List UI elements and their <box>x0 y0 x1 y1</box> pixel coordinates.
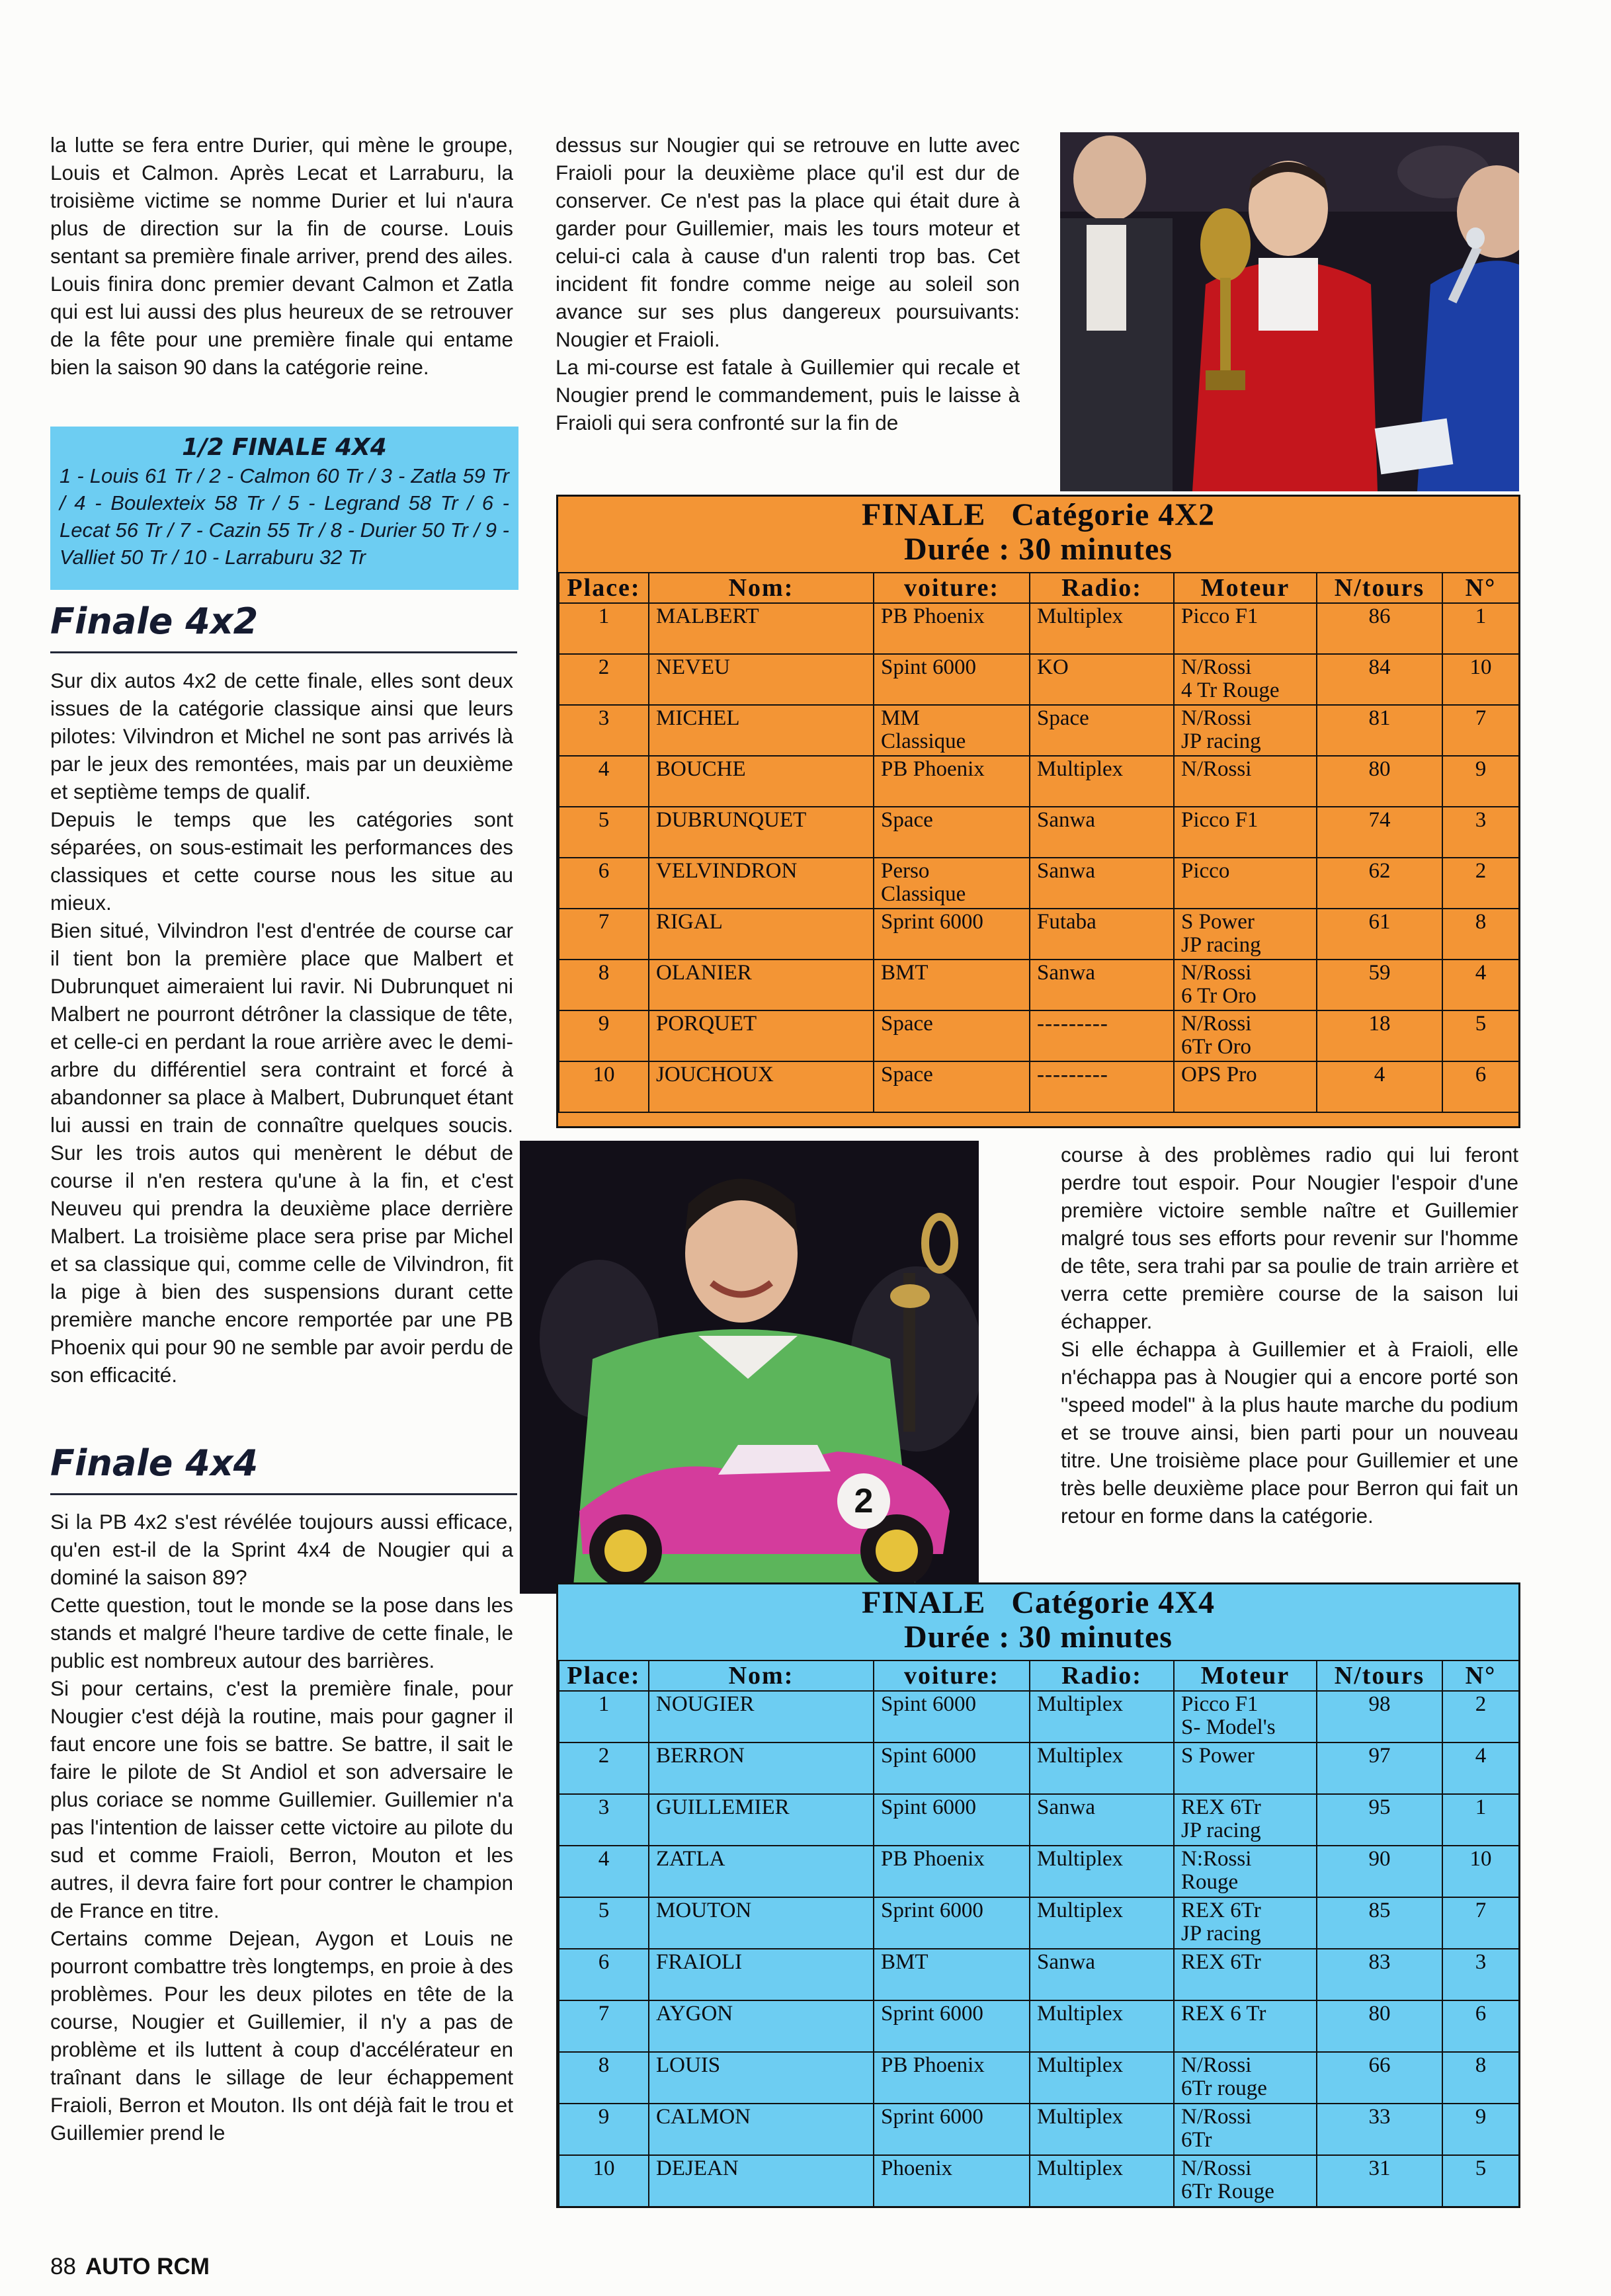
table-cell: Sanwa <box>1030 858 1174 909</box>
table-cell: N/Rossi <box>1174 756 1317 807</box>
table-cell: 10 <box>1442 1846 1519 1897</box>
table-cell: 8 <box>1442 909 1519 960</box>
table-row <box>559 1691 1519 1742</box>
table-cell: 10 <box>559 2155 649 2207</box>
table-cell: 5 <box>559 807 649 858</box>
table-row <box>559 1949 1519 2000</box>
table-4x2-grid <box>558 572 1520 1113</box>
semifinal-results-box <box>50 427 518 590</box>
table-cell: 2 <box>559 1742 649 1794</box>
table-cell: 9 <box>1442 756 1519 807</box>
table-cell: 83 <box>1317 1949 1442 2000</box>
table-cell: 3 <box>1442 1949 1519 2000</box>
article-column-2-top <box>556 131 1020 436</box>
table-cell: 5 <box>1442 2155 1519 2207</box>
table-4x4-title-line2: Durée : 30 minutes <box>904 1620 1173 1655</box>
table-cell: 7 <box>559 2000 649 2052</box>
table-cell: 7 <box>1442 705 1519 756</box>
table-cell: 7 <box>559 909 649 960</box>
table-cell: 4 <box>1442 960 1519 1010</box>
table-row <box>559 1061 1519 1112</box>
table-cell: Space <box>874 1010 1030 1061</box>
table-4x4-header-row <box>559 1660 1519 1691</box>
table-cell: KO <box>1030 654 1174 705</box>
table-cell: 4 <box>559 756 649 807</box>
table-cell: N/Rossi 6Tr Rouge <box>1174 2155 1317 2207</box>
table-cell: 81 <box>1317 705 1442 756</box>
table-row <box>559 603 1519 654</box>
table-cell: GUILLEMIER <box>649 1794 874 1846</box>
table-row <box>559 960 1519 1010</box>
table-cell: 95 <box>1317 1794 1442 1846</box>
table-cell: Picco F1 S- Model's <box>1174 1691 1317 1742</box>
podium-ceremony-illustration <box>1060 132 1519 491</box>
table-cell: --------- <box>1030 1010 1174 1061</box>
table-cell: 9 <box>1442 2104 1519 2155</box>
table-cell: 3 <box>559 705 649 756</box>
table-cell: Space <box>874 807 1030 858</box>
table-cell: LOUIS <box>649 2052 874 2104</box>
winner-with-car-photo <box>520 1141 979 1594</box>
table-cell: CALMON <box>649 2104 874 2155</box>
table-cell: 97 <box>1317 1742 1442 1794</box>
table-cell: 62 <box>1317 858 1442 909</box>
paragraph: Certains comme Dejean, Aygon et Louis ne pourront combattre très longtemps, en proie à des problèmes. Pour les deux pilotes en tête de la course, Nougier et Guillemier, il n'y a pas de problème et ils luttent à coup d'accélérateur en traînant dans le sillage de leur échappement Fraioli, Berron et Mouton. Ils ont déjà fait le trou et Guillemier prend le <box>50 1926 513 2145</box>
page-number: 88 <box>50 2254 76 2279</box>
table-cell: PB Phoenix <box>874 603 1030 654</box>
table-cell: DUBRUNQUET <box>649 807 874 858</box>
table-cell: N/Rossi JP racing <box>1174 705 1317 756</box>
table-row <box>559 705 1519 756</box>
table-cell: 2 <box>1442 858 1519 909</box>
table-cell: BERRON <box>649 1742 874 1794</box>
table-cell: 85 <box>1317 1897 1442 1949</box>
table-cell: MOUTON <box>649 1897 874 1949</box>
table-cell: Perso Classique <box>874 858 1030 909</box>
table-cell: REX 6 Tr <box>1174 2000 1317 2052</box>
table-cell: 7 <box>1442 1897 1519 1949</box>
table-cell: N/Rossi 4 Tr Rouge <box>1174 654 1317 705</box>
table-cell: Phoenix <box>874 2155 1030 2207</box>
table-row <box>559 858 1519 909</box>
table-cell: 2 <box>559 654 649 705</box>
table-cell: 6 <box>1442 2000 1519 2052</box>
table-cell: PORQUET <box>649 1010 874 1061</box>
table-row <box>559 756 1519 807</box>
table-cell: Sprint 6000 <box>874 909 1030 960</box>
table-cell: Spint 6000 <box>874 654 1030 705</box>
table-cell: 6 <box>559 858 649 909</box>
table-row <box>559 1846 1519 1897</box>
table-cell: REX 6Tr <box>1174 1949 1317 2000</box>
table-cell: OPS Pro <box>1174 1061 1317 1112</box>
table-cell: NOUGIER <box>649 1691 874 1742</box>
table-cell: FRAIOLI <box>649 1949 874 2000</box>
table-cell: AYGON <box>649 2000 874 2052</box>
table-cell: --------- <box>1030 1061 1174 1112</box>
table-cell: 31 <box>1317 2155 1442 2207</box>
table-cell: 98 <box>1317 1691 1442 1742</box>
magazine-name: AUTO RCM <box>85 2254 210 2279</box>
paragraph: Si elle échappa à Guillemier et à Fraioli, elle n'échappa pas à Nougier qui a encore porté son "speed model" à la plus haute marche du podium et se trouve ainsi, bien parti pour un nouveau titre. Une troisième place pour Guillemier et une très belle deuxième place pour Berron qui fait un retour en forme dans la catégorie. <box>1061 1337 1518 1528</box>
table-cell: 8 <box>1442 2052 1519 2104</box>
table-cell: JOUCHOUX <box>649 1061 874 1112</box>
table-cell: Spint 6000 <box>874 1691 1030 1742</box>
paragraph: Bien situé, Vilvindron l'est d'entrée de course car il tient bon la première place que Malbert et Dubrunquet aimeraient lui ravir. Ni Dubrunquet ni Malbert ne pourront détrôner la classique de tête, et celle-ci en perdant la roue arrière avec le demi-arbre du différentiel sera contraint et forcé à abandonner sa place à Malbert, Dubrunquet étant lui aussi en train de connaître quelques soucis. Sur les trois autos qui menèrent le début de course il n'en restera qu'une à la fin, et c'est Neuveu qui prendra la deuxième place derrière Malbert. La troisième place sera prise par Michel et sa classique qui, comme celle de Vilvindron, fit la pige à bien des suspensions durant cette première manche encore remportée par une PB Phoenix qui pour 90 ne semble par avoir perdu de son efficacité. <box>50 919 513 1387</box>
semifinal-results-text: 1 - Louis 61 Tr / 2 - Calmon 60 Tr / 3 - Zatla 59 Tr / 4 - Boulexteix 58 Tr / 5 - Legrand 58 Tr / 6 - Lecat 56 Tr / 7 - Cazin 55 Tr / 8 - Durier 50 Tr / 9 - Valliet 50 Tr / 10 - Larraburu 32 Tr <box>60 464 509 569</box>
table-cell: Picco F1 <box>1174 807 1317 858</box>
table-cell: Multiplex <box>1030 1897 1174 1949</box>
table-cell: Multiplex <box>1030 603 1174 654</box>
column-header: Nom: <box>649 573 874 603</box>
table-cell: 5 <box>1442 1010 1519 1061</box>
table-4x2-title-line1: FINALE Catégorie 4X2 <box>862 497 1215 532</box>
article-column-3 <box>1061 1141 1518 1530</box>
page-footer <box>50 2254 210 2280</box>
table-cell: Picco <box>1174 858 1317 909</box>
column-header: Nom: <box>649 1660 874 1691</box>
table-cell: N:Rossi Rouge <box>1174 1846 1317 1897</box>
paragraph: Si la PB 4x2 s'est révélée toujours aussi efficace, qu'en est-il de la Sprint 4x4 de Nougier qui a dominé la saison 89? <box>50 1510 513 1589</box>
table-cell: PB Phoenix <box>874 1846 1030 1897</box>
table-4x4-title-line1: FINALE Catégorie 4X4 <box>862 1585 1215 1620</box>
column-header: Place: <box>559 573 649 603</box>
paragraph: Sur dix autos 4x2 de cette finale, elles sont deux issues de la catégorie classique ainsi que leurs pilotes: Vilvindron et Michel ne sont pas arrivés là par le jeux des remontées, mais par un deuxième et septième temps de qualif. <box>50 669 513 803</box>
table-cell: N/Rossi 6Tr <box>1174 2104 1317 2155</box>
results-table-4x2 <box>556 495 1520 1128</box>
table-cell: Spint 6000 <box>874 1742 1030 1794</box>
table-row <box>559 1742 1519 1794</box>
table-cell: BMT <box>874 960 1030 1010</box>
table-cell: 90 <box>1317 1846 1442 1897</box>
table-cell: 84 <box>1317 654 1442 705</box>
table-cell: 1 <box>1442 1794 1519 1846</box>
table-cell: 2 <box>1442 1691 1519 1742</box>
table-cell: Multiplex <box>1030 1846 1174 1897</box>
podium-ceremony-photo <box>1060 132 1519 491</box>
table-cell: 4 <box>1317 1061 1442 1112</box>
table-cell: PB Phoenix <box>874 2052 1030 2104</box>
table-cell: BOUCHE <box>649 756 874 807</box>
table-4x2-title <box>558 497 1518 572</box>
heading-rule-4x4 <box>50 1493 517 1495</box>
table-cell: ZATLA <box>649 1846 874 1897</box>
table-row <box>559 1010 1519 1061</box>
paragraph: la lutte se fera entre Durier, qui mène le groupe, Louis et Calmon. Après Lecat et Larraburu, la troisième victime se nomme Durier et lui n'aura plus de direction sur la fin de course. Louis sentant sa première finale arriver, prend des ailes. Louis finira donc premier devant Calmon et Zatla qui est lui aussi des plus heureux de se retrouver de la fête pour une première finale qui entame bien la saison 90 dans la catégorie reine. <box>50 133 513 379</box>
table-cell: 9 <box>559 2104 649 2155</box>
table-cell: 59 <box>1317 960 1442 1010</box>
table-row <box>559 1897 1519 1949</box>
table-cell: Sanwa <box>1030 1949 1174 2000</box>
car-number: 2 <box>854 1482 874 1520</box>
table-cell: 18 <box>1317 1010 1442 1061</box>
table-cell: REX 6Tr JP racing <box>1174 1794 1317 1846</box>
table-row <box>559 654 1519 705</box>
table-cell: N/Rossi 6Tr rouge <box>1174 2052 1317 2104</box>
table-cell: Multiplex <box>1030 1742 1174 1794</box>
table-row <box>559 2155 1519 2207</box>
table-4x2-body <box>559 603 1519 1112</box>
table-cell: 66 <box>1317 2052 1442 2104</box>
paragraph: course à des problèmes radio qui lui feront perdre tout espoir. Pour Nougier l'espoir d'une première victoire semble naître et Guillemier malgré tous ses efforts pour revenir sur l'homme de tête, sera trahi par sa poulie de train arrière et verra cette première course de la saison lui échapper. <box>1061 1143 1518 1333</box>
table-cell: 5 <box>559 1897 649 1949</box>
table-4x4-body <box>559 1691 1519 2207</box>
table-cell: Space <box>874 1061 1030 1112</box>
column-header: voiture: <box>874 573 1030 603</box>
column-header: N/tours <box>1317 573 1442 603</box>
column-header: N/tours <box>1317 1660 1442 1691</box>
table-cell: Sprint 6000 <box>874 2000 1030 2052</box>
table-cell: 3 <box>1442 807 1519 858</box>
table-cell: RIGAL <box>649 909 874 960</box>
table-cell: NEVEU <box>649 654 874 705</box>
table-cell: 80 <box>1317 2000 1442 2052</box>
table-cell: 1 <box>559 1691 649 1742</box>
table-cell: OLANIER <box>649 960 874 1010</box>
table-cell: Sanwa <box>1030 1794 1174 1846</box>
article-column-1-top <box>50 131 513 381</box>
table-cell: Multiplex <box>1030 2000 1174 2052</box>
table-cell: Multiplex <box>1030 2104 1174 2155</box>
table-cell: Multiplex <box>1030 756 1174 807</box>
table-cell: 8 <box>559 2052 649 2104</box>
column-header: Radio: <box>1030 573 1174 603</box>
table-cell: S Power JP racing <box>1174 909 1317 960</box>
table-row <box>559 2000 1519 2052</box>
table-cell: 74 <box>1317 807 1442 858</box>
table-cell: 4 <box>559 1846 649 1897</box>
paragraph: Si pour certains, c'est la première finale, pour Nougier c'est déjà la routine, mais pour gagner il faut encore une fois se battre. Se battre, il sait le faire le pilote de St Andiol et son adversaire le plus coriace se nomme Guillemier. Guillemier n'a pas l'intention de laisser cette victoire au pilote du sud et comme Fraioli, Berron, Mouton et les autres, il devra faire fort pour contrer le champion de France en titre. <box>50 1676 513 1922</box>
table-cell: 6 <box>1442 1061 1519 1112</box>
winner-with-car-illustration <box>520 1141 979 1594</box>
table-cell: 86 <box>1317 603 1442 654</box>
table-cell: 6 <box>559 1949 649 2000</box>
table-row <box>559 2104 1519 2155</box>
table-row <box>559 2052 1519 2104</box>
table-row <box>559 1794 1519 1846</box>
column-header: N° <box>1442 573 1519 603</box>
table-cell: Sprint 6000 <box>874 1897 1030 1949</box>
table-4x2-title-line2: Durée : 30 minutes <box>904 532 1173 567</box>
table-4x2-header-row <box>559 573 1519 603</box>
table-row <box>559 909 1519 960</box>
column-header: voiture: <box>874 1660 1030 1691</box>
table-cell: PB Phoenix <box>874 756 1030 807</box>
article-column-1-middle <box>50 667 513 1389</box>
table-cell: BMT <box>874 1949 1030 2000</box>
column-header: Moteur <box>1174 1660 1317 1691</box>
table-cell: Multiplex <box>1030 2052 1174 2104</box>
table-cell: N/Rossi 6Tr Oro <box>1174 1010 1317 1061</box>
paragraph: dessus sur Nougier qui se retrouve en lutte avec Fraioli pour la deuxième place qu'il est dur de conserver. Ce n'est pas la place qui était dure à garder pour Guillemier, mais les tours moteur et celui-ci cala à cause d'un ralenti trop bas. Cet incident fit fondre comme neige au soleil son avance sur ses plus dangereux poursuivants: Nougier et Fraioli. <box>556 133 1020 351</box>
table-cell: 10 <box>1442 654 1519 705</box>
table-cell: 1 <box>1442 603 1519 654</box>
table-cell: 4 <box>1442 1742 1519 1794</box>
heading-finale-4x4: Finale 4x4 <box>50 1442 259 1484</box>
column-header: Place: <box>559 1660 649 1691</box>
column-header: Moteur <box>1174 573 1317 603</box>
table-cell: 8 <box>559 960 649 1010</box>
column-header: Radio: <box>1030 1660 1174 1691</box>
table-cell: VELVINDRON <box>649 858 874 909</box>
heading-rule-4x2 <box>50 651 517 653</box>
table-cell: 1 <box>559 603 649 654</box>
article-column-1-bottom <box>50 1508 513 2147</box>
table-cell: 9 <box>559 1010 649 1061</box>
table-cell: DEJEAN <box>649 2155 874 2207</box>
paragraph: Cette question, tout le monde se la pose dans les stands et malgré l'heure tardive de cette finale, le public est nombreux autour des barrières. <box>50 1593 513 1672</box>
table-cell: Sanwa <box>1030 807 1174 858</box>
semifinal-title: 1/2 FINALE 4X4 <box>182 434 387 461</box>
table-cell: MM Classique <box>874 705 1030 756</box>
table-4x4-grid <box>558 1660 1520 2207</box>
table-cell: S Power <box>1174 1742 1317 1794</box>
table-cell: N/Rossi 6 Tr Oro <box>1174 960 1317 1010</box>
table-cell: Space <box>1030 705 1174 756</box>
results-table-4x4 <box>556 1582 1520 2208</box>
table-cell: Sprint 6000 <box>874 2104 1030 2155</box>
table-cell: Futaba <box>1030 909 1174 960</box>
table-cell: 10 <box>559 1061 649 1112</box>
paragraph: La mi-course est fatale à Guillemier qui recale et Nougier prend le commandement, puis le laisse à Fraioli qui sera confronté sur la fin de <box>556 355 1020 434</box>
table-cell: Picco F1 <box>1174 603 1317 654</box>
table-cell: 33 <box>1317 2104 1442 2155</box>
table-cell: Multiplex <box>1030 1691 1174 1742</box>
column-header: N° <box>1442 1660 1519 1691</box>
table-cell: Multiplex <box>1030 2155 1174 2207</box>
table-cell: REX 6Tr JP racing <box>1174 1897 1317 1949</box>
table-row <box>559 807 1519 858</box>
table-cell: 3 <box>559 1794 649 1846</box>
table-cell: MICHEL <box>649 705 874 756</box>
paragraph: Depuis le temps que les catégories sont séparées, on sous-estimait les performances des classiques et cette course nous les situe au mieux. <box>50 807 513 915</box>
table-cell: 61 <box>1317 909 1442 960</box>
table-4x4-title <box>558 1584 1518 1660</box>
heading-finale-4x2: Finale 4x2 <box>50 600 259 642</box>
table-cell: MALBERT <box>649 603 874 654</box>
table-cell: Sanwa <box>1030 960 1174 1010</box>
table-cell: Spint 6000 <box>874 1794 1030 1846</box>
table-cell: 80 <box>1317 756 1442 807</box>
